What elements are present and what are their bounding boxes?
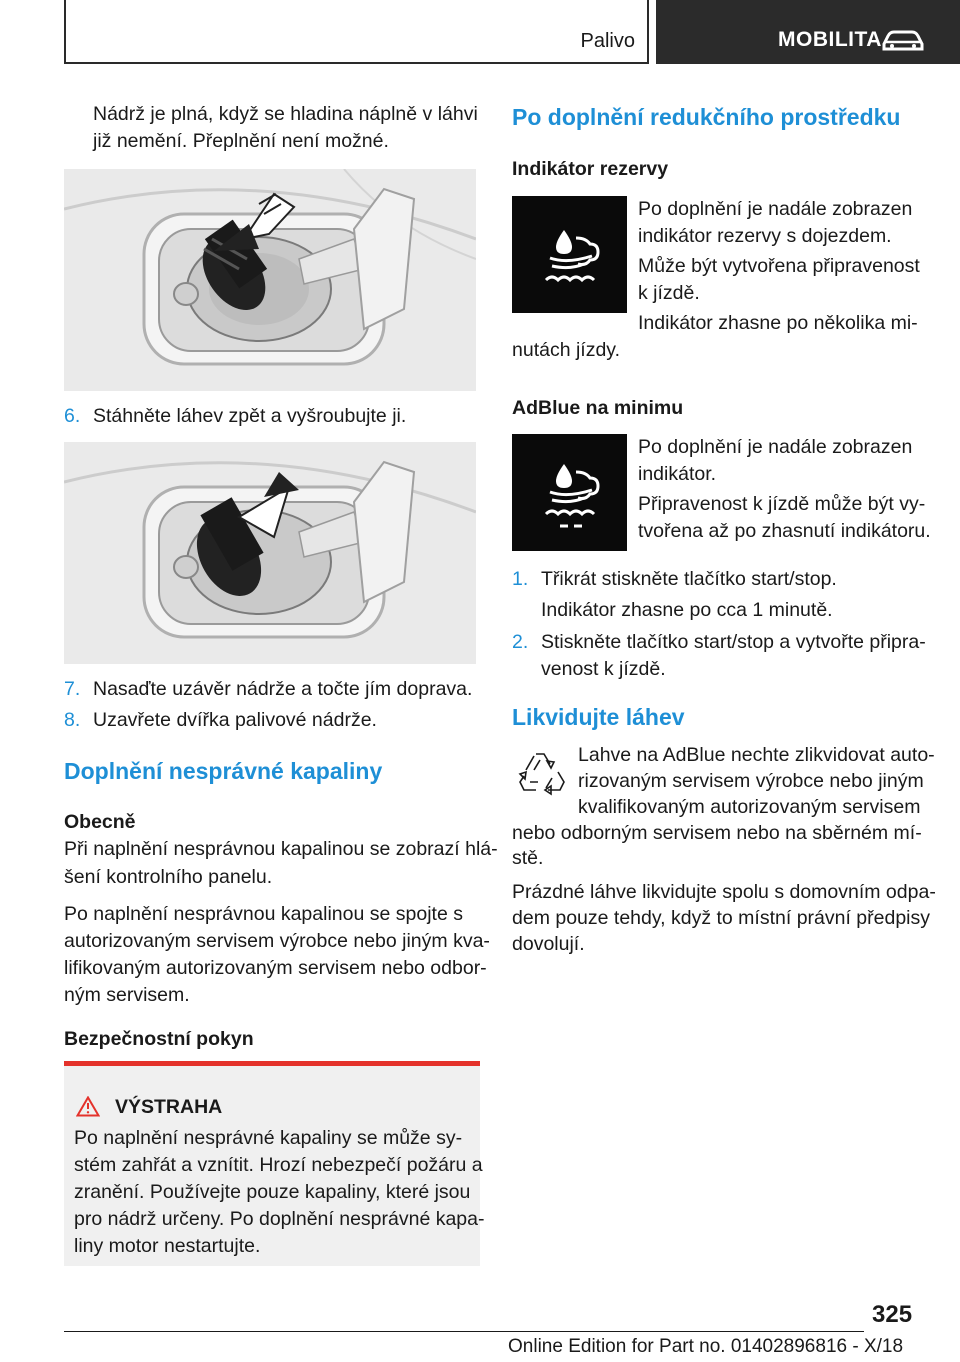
step-number: 8. <box>64 709 81 731</box>
warning-line: Po naplnění nesprávné kapaliny se může sy- <box>74 1127 463 1149</box>
paragraph-line: Může být vytvořena připravenost <box>638 255 920 277</box>
footer-edition: Online Edition for Part no. 01402896816 - X/18 <box>508 1336 904 1357</box>
paragraph-line: Lahve na AdBlue nechte zlikvidovat auto- <box>578 744 935 766</box>
warning-line: liny motor nestartujte. <box>74 1235 261 1257</box>
warning-line: zranění. Používejte pouze kapaliny, které jsou <box>74 1181 471 1203</box>
paragraph-line: Připravenost k jízdě může být vy- <box>638 493 926 515</box>
step-text: Nasaďte uzávěr nádrže a točte jím doprava. <box>93 678 473 700</box>
warning-line: pro nádrž určeny. Po doplnění nesprávné kapa- <box>74 1208 485 1230</box>
step-text: Stiskněte tlačítko start/stop a vytvořte připra- <box>541 631 926 653</box>
paragraph-line: Indikátor zhasne po několika mi- <box>638 312 918 334</box>
step-text: Uzavřete dvířka palivové nádrže. <box>93 709 377 731</box>
adblue-minimum-indicator <box>512 434 627 551</box>
subheading-reserve: Indikátor rezervy <box>512 158 669 180</box>
page-number: 325 <box>872 1301 913 1328</box>
intro-line-2: již nemění. Přeplnění není možné. <box>93 130 389 152</box>
step-text: venost k jízdě. <box>541 658 666 680</box>
paragraph-line: lifikovaným autorizovaným servisem nebo odbor- <box>64 957 487 979</box>
paragraph-line: nutách jízdy. <box>512 339 621 361</box>
paragraph-line: stě. <box>512 847 544 869</box>
subheading-adblue-minimum: AdBlue na minimu <box>512 397 684 419</box>
paragraph-line: ným servisem. <box>64 984 190 1006</box>
header-section-title: Palivo <box>580 30 635 52</box>
adblue-low-icon <box>512 434 627 551</box>
paragraph-line: k jízdě. <box>638 282 700 304</box>
paragraph-line: dovolují. <box>512 933 585 955</box>
paragraph-line: tvořena až po zhasnutí indikátoru. <box>638 520 931 542</box>
paragraph-line: šení kontrolního panelu. <box>64 866 273 888</box>
subheading-safety: Bezpečnostní pokyn <box>64 1028 254 1050</box>
paragraph-line: nebo odborným servisem nebo na sběrném mí- <box>512 822 922 844</box>
paragraph-line: autorizovaným servisem výrobce nebo jiným kva- <box>64 930 490 952</box>
subheading-general: Obecně <box>64 811 136 833</box>
paragraph-line: Po naplnění nesprávnou kapalinou se spojte s <box>64 903 463 925</box>
paragraph-line: kvalifikovaným autorizovaným servisem <box>578 796 921 818</box>
recycling-icon <box>514 748 570 800</box>
warning-triangle-icon <box>76 1096 100 1117</box>
warning-box <box>64 1061 485 1266</box>
section-heading-after-refill: Po doplnění redukčního prostředku <box>512 104 901 130</box>
chapter-label: MOBILITA <box>778 28 882 51</box>
paragraph-line: Po doplnění je nadále zobrazen <box>638 198 913 220</box>
intro-line-1: Nádrž je plná, když se hladina náplně v láhvi <box>93 103 478 125</box>
step-text: Třikrát stiskněte tlačítko start/stop. <box>541 568 837 590</box>
paragraph-line: indikátor rezervy s dojezdem. <box>638 225 892 247</box>
fuel-flap-figure-2 <box>64 442 476 664</box>
section-heading-wrong-fluid: Doplnění nesprávné kapaliny <box>64 758 383 784</box>
paragraph-line: Prázdné láhve likvidujte spolu s domovním odpa- <box>512 881 936 903</box>
paragraph-line: indikátor. <box>638 463 717 485</box>
footer-divider <box>64 1331 864 1332</box>
step-number: 2. <box>512 631 529 653</box>
adblue-icon <box>512 196 627 313</box>
fuel-flap-figure-1 <box>64 169 476 391</box>
adblue-reserve-indicator <box>512 196 627 313</box>
step-number: 6. <box>64 405 81 427</box>
warning-line: stém zahřát a vznítit. Hrozí nebezpečí požáru a <box>74 1154 483 1176</box>
paragraph-line: rizovaným servisem výrobce nebo jiným <box>578 770 924 792</box>
paragraph-line: dem pouze tehdy, když to místní právní předpisy <box>512 907 931 929</box>
step-number: 1. <box>512 568 529 590</box>
step-text: Indikátor zhasne po cca 1 minutě. <box>541 599 833 621</box>
car-icon <box>880 29 926 53</box>
paragraph-line: Při naplnění nesprávnou kapalinou se zobrazí hlá- <box>64 838 498 860</box>
section-heading-dispose: Likvidujte láhev <box>512 704 685 730</box>
step-text: Stáhněte láhev zpět a vyšroubujte ji. <box>93 405 407 427</box>
header-frame <box>64 0 649 64</box>
paragraph-line: Po doplnění je nadále zobrazen <box>638 436 913 458</box>
warning-title: VÝSTRAHA <box>115 1096 223 1118</box>
step-number: 7. <box>64 678 81 700</box>
